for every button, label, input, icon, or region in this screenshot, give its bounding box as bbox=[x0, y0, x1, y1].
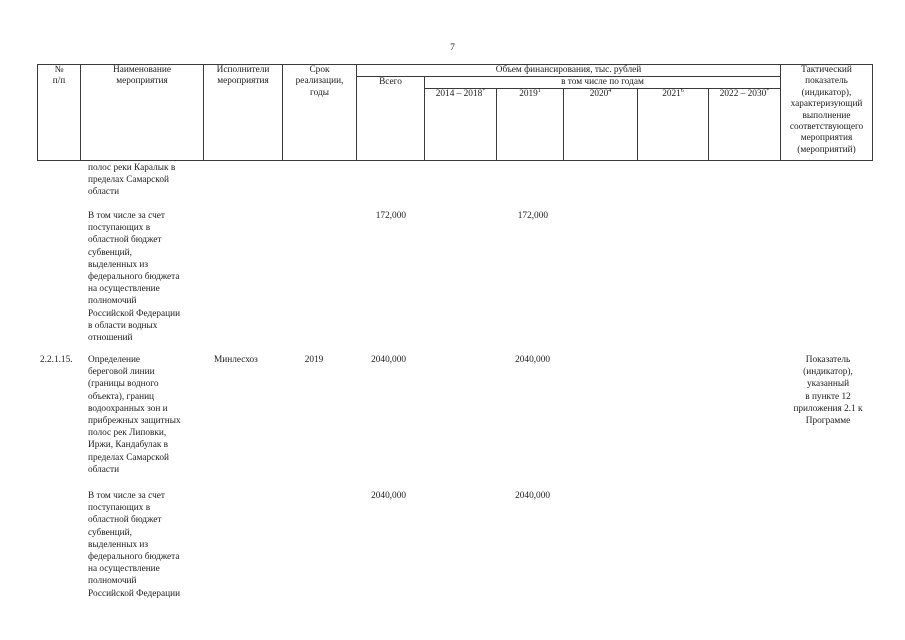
row-2-name: Определение береговой линии (границы водного объекта), границ водоохранных зон и прибрежных защитных полос рек Липовки, Иржи, Кандабулак в пределах Самарской области bbox=[88, 355, 181, 475]
row-2-term: 2019 bbox=[304, 355, 324, 365]
row-1-total: 172,000 bbox=[375, 211, 406, 221]
header-year-2019: 2019$^1$ bbox=[519, 87, 541, 99]
header-num: № п/п bbox=[52, 65, 66, 87]
row-1-name: В том числе за счет поступающих в областной бюджет субвенций, выделенных из федерального бюджета на осуществление полномочий Российской Федерации в области водных отношений bbox=[88, 211, 181, 344]
header-including-by-years: в том числе по годам bbox=[561, 77, 644, 87]
row-3-name: В том числе за счет поступающих в областной бюджет субвенций, выделенных из федерального бюджета на осуществление полномочий Российской Федерации bbox=[88, 491, 181, 599]
col-border-11 bbox=[872, 64, 873, 161]
header-bottom-border bbox=[37, 160, 873, 161]
row-3-total: 2040,000 bbox=[371, 491, 406, 501]
header-year-2014-2018: 2014 – 2018* bbox=[435, 87, 486, 99]
header-name: Наименование мероприятия bbox=[113, 65, 171, 87]
row-0-name: полос реки Каралык в пределах Самарской области bbox=[88, 163, 176, 198]
page-number: 7 bbox=[450, 43, 455, 53]
row-2-total: 2040,000 bbox=[371, 355, 406, 365]
header-total: Всего bbox=[379, 77, 402, 87]
header-year-2020: 2020$^4$ bbox=[589, 87, 612, 99]
row-2-num: 2.2.1.15. bbox=[40, 355, 73, 365]
header-executors: Исполнители мероприятия bbox=[216, 65, 270, 87]
row-3-2019: 2040,000 bbox=[515, 491, 550, 501]
row-2-executor: Минлесхоз bbox=[214, 355, 258, 365]
row-2-2019: 2040,000 bbox=[515, 355, 550, 365]
header-term: Срок реализации, годы bbox=[295, 65, 344, 98]
header-funding: Объем финансирования, тыс. рублей bbox=[495, 65, 642, 75]
row-2-indicator: Показатель (индикатор), указанный в пункте 12 приложения 2.1 к Программе bbox=[793, 355, 863, 427]
header-indicator: Тактический показатель (индикатор), характеризующий выполнение соответствующего мероприятия (мероприятий) bbox=[789, 65, 864, 155]
header-year-2021: 2021$^6$ bbox=[662, 87, 684, 99]
row-1-2019: 172,000 bbox=[517, 211, 548, 221]
header-year-2022-2030: 2022 – 2030* bbox=[719, 87, 770, 99]
